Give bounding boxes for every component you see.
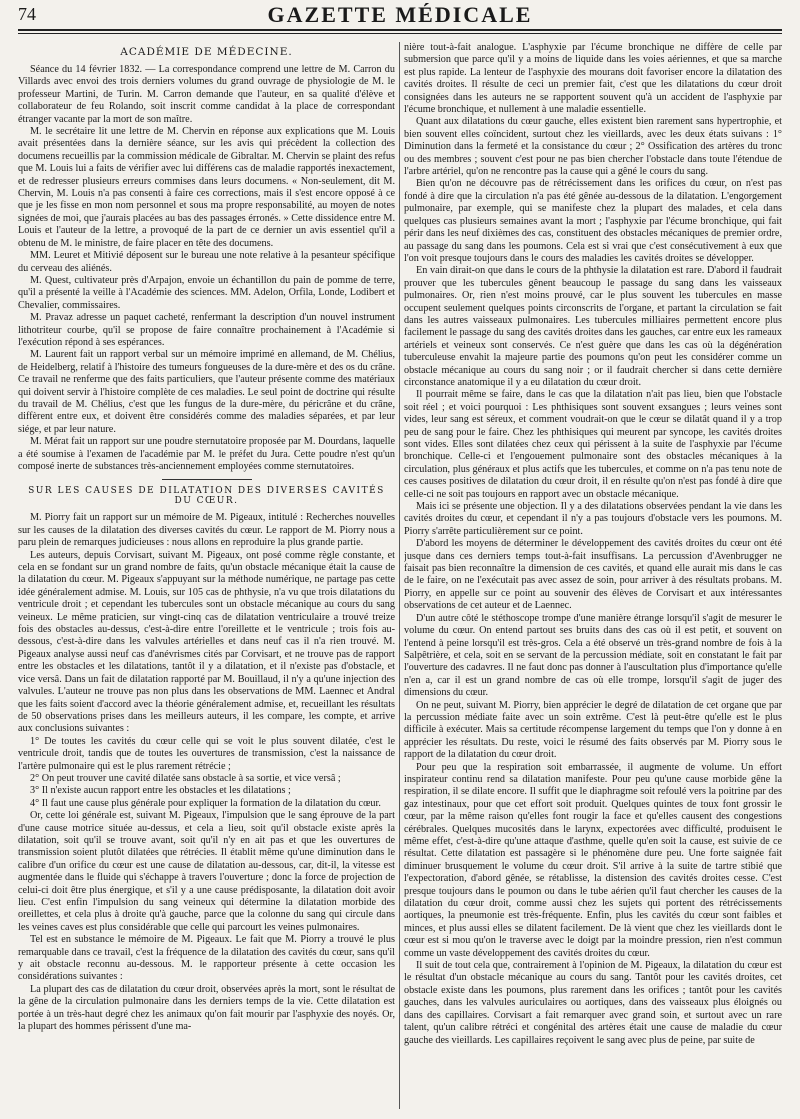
- paragraph: M. Piorry fait un rapport sur un mémoire de M. Pigeaux, intitulé : Recherches nouvelles sur les causes de la dilatation des diverses cavités du cœur. Le rapport de M. Piorry nous a paru plein de remarques judicieuses : nous allons en reproduire la plus grande partie.: [18, 512, 395, 549]
- section-divider: [162, 479, 252, 480]
- paragraph: En vain dirait-on que dans le cours de la phthysie la dilatation est rare. D'abord il faudrait prouver que les tubercules gênent beaucoup le passage du sang dans les vaisseaux pulmonaires. Or, rien n'est moins prouvé, car le plus souvent les tubercules en masse occupent seulement quelques points circonscrits de l'organe, et partant la circulation se fait dans les autres vaisseaux pulmonaires. Les tubercules milliaires permettent encore plus facilement le passage du sang des cavités droites dans les gauches, car entre eux les rameaux artériels et veineux sont conservés. Ce n'est guère que dans les cas où la dégénération tuberculeuse envahit la majeure partie des poumons qu'on peut les considérer comme un obstacle mécanique au cours du sang noir ; or il faudrait chercher si dans cette dernière circonstance anatomique il y a eu dilatation du cœur droit.: [404, 265, 782, 388]
- paragraph: On ne peut, suivant M. Piorry, bien apprécier le degré de dilatation de cet organe que par la percussion médiate faite avec un soin extrême. C'est là peut-être qu'elle est le plus difficile à exécuter. Mais sa certitude récompense largement du temps que l'on y donne à en apprécier les résultats. Du reste, voici le résumé des faits observés par M. Piorry sous le rapport de la dilatation du cœur droit.: [404, 699, 782, 761]
- section-title: ACADÉMIE DE MÉDECINE.: [120, 46, 293, 58]
- conclusion-item: 1° De toutes les cavités du cœur celle qui se voit le plus souvent dilatée, c'est le ventricule droit, tandis que de toutes les ouvertures de transmission, c'est la naissance de l'artère pulmonaire qui est le plus rarement rétrécie ;: [18, 735, 395, 772]
- paragraph: Pour peu que la respiration soit embarrassée, il augmente de volume. Un effort inspirateur continu rend sa dilatation manifeste. Pour peu qu'une cause morbide gêne la respiration, il se dilate encore. Il suffit que le diaphragme soit refoulé vers la poitrine par des gaz intestinaux, pour que cet effort soit produit. Quelques quintes de toux font grossir le cœur, par la même raison qu'elles font rougir la face et qu'elles causent des congestions cérébrales. Quelques mucosités dans le larynx, expectorées avec difficulté, produisent le même effet, c'est-à-dire qu'une attaque d'asthme, quelle qu'en soit la cause, est suivie de ce résultat. Cette dilatation est passagère si le phénomène dure peu. Une forte saignée fait diminuer brusquement le volume du cœur droit. S'il arrive à la suite de tartre stibié que l'expectoration, d'abord gênée, se rétablisse, la distension des cavités droites cesse. C'est presque toujours dans le poumon ou dans le tube aérien qu'il faut chercher les causes de la dilatation du cœur droit, comme aussi chez les sujets qui portent des rétrécissements aortiques, la pneumonie est très-fréquente. Enfin, plus les cavités du cœur sont faibles et minces, et plus aussi elles se dilatent facilement. De là vient que chez les vieillards dont le cœur est si mou qu'on le traverse avec le doigt par la moindre pression, rien n'est commun comme un vaste développement des cavités droites du cœur.: [404, 761, 782, 959]
- paragraph: nière tout-à-fait analogue. L'asphyxie par l'écume bronchique ne diffère de celle par submersion que parce qu'il y a moins de liquide dans les voies aériennes, et que sa marche est plus rapide. La lenteur de l'asphyxie des mourans doit favoriser encore la dilatation des cavités droites. Il résulte de ceci un premier fait, c'est que les dilatations du cœur droit consignées dans les auteurs ne se rapportent souvent qu'à un accident de l'asphyxie par l'écume bronchique, et nullement à une maladie essentielle.: [404, 42, 782, 116]
- paragraph: D'un autre côté le stéthoscope trompe d'une manière étrange lorsqu'il s'agit de mesurer le volume du cœur. On entend partout ses bruits dans des cas où il est petit, et souvent on l'entend à peine lorsqu'il est très-gros. Cela a été observé un très-grand nombre de fois à la Salpêtrière, et cela, soit en se servant de la percussion médiate, soit en constatant le fait par l'ouverture des cadavres. Il ne faut donc pas donner à l'auscultation plus d'importance qu'elle n'en a, car il est un grand nombre de cas où elle trompe, lorsqu'il s'agit de juger des dimensions du cœur.: [404, 612, 782, 699]
- paragraph: D'abord les moyens de déterminer le développement des cavités droites du cœur ont été jusque dans ces derniers temps tout-à-fait insuffisans. La percussion d'Avenbrugger ne faisait pas bien reconnaître la dimension de ces cavités, et quand elle aurait mis dans le cas de le faire, on ne l'exécutait pas avec assez de soin, pour arriver à des résultats probans. M. Piorry, en appelle sur ce point au souvenir des élèves de Corvisart et aux intéressantes observations de cet auteur et de Laennec.: [404, 538, 782, 612]
- paragraph: M. le secrétaire lit une lettre de M. Chervin en réponse aux explications que M. Louis avait présentées dans la dernière séance, sur les avis qui précèdent la collection des documens recueillis par la commission médicale de Gibraltar. M. Chervin se plaint des refus que M. Louis lui a faits de vérifier avec lui différens cas de maladie rapportés inexactement, et de redresser plusieurs erreurs commises dans leurs documens. « Non-seulement, dit M. Chervin, M. Louis n'a pas consenti à faire ces corrections, mais il s'est encore opposé à ce que je les fisse en mon nom personnel et sous ma propre responsabilité, au moyen de notes signées de moi, que j'aurais placées au bas des passages érronés. » Cette dissidence entre M. Louis et l'auteur de la lettre, a provoqué de la part de ce dernier un avis essentiel qu'il a obtenu de M. le ministre, de faire placer en tête des documens.: [18, 126, 395, 249]
- paragraph: Séance du 14 février 1832. — La correspondance comprend une lettre de M. Carron du Villards avec envoi des trois derniers volumes du grand ouvrage de physiologie de M. le professeur Martini, de Turin. M. Carron demande que l'auteur, en sa qualité d'élève et collaborateur de feu Rolando, soit inscrit comme candidat à la place de correspondant étranger vacante par la mort de son maître.: [18, 64, 395, 125]
- paragraph: La plupart des cas de dilatation du cœur droit, observées après la mort, sont le résultat de la gêne de la circulation pulmonaire dans les derniers temps de la vie. Cette dilatation est portée à un très-haut degré chez les animaux qu'on fait mourir par l'asphyxie des noyés. Or, la plupart des hommes périssent d'une ma-: [18, 983, 395, 1033]
- masthead-title: GAZETTE MÉDICALE: [267, 2, 533, 27]
- paragraph: Tel est en substance le mémoire de M. Pigeaux. Le fait que M. Piorry a trouvé le plus remarquable dans ce travail, c'est la fréquence de la dilatation des cavités du cœur, sans qu'il y ait obstacle reconnu au-dessous. M. le rapporteur présente à cette occasion les considérations suivantes :: [18, 934, 395, 983]
- page-header: [18, 2, 782, 28]
- paragraph: M. Quest, cultivateur près d'Arpajon, envoie un échantillon du pain de pomme de terre, qu'il a présenté la veille à l'Académie des sciences. MM. Adelon, Orfila, Londe, Lodibert et Chevalier, commissaires.: [18, 274, 395, 311]
- conclusion-item: 3° Il n'existe aucun rapport entre les obstacles et les dilatations ;: [30, 785, 291, 797]
- paragraph: Il pourrait même se faire, dans le cas que la dilatation n'ait pas lieu, bien que l'obstacle soit réel ; et voici pourquoi : Les phthisiques sont souvent exsangues ; leurs veines sont vides, leur sang est séreux, et comment voudrait-on que le cœur se dilatât quand il y a trop peu de sang pour le faire. Chez les phthisiques qui meurent par syncope, les cavités droites sont vides. Elles sont dilatées chez ceux qui périssent à la suite de l'asphyxie par l'écume bronchique. Celle-ci et l'engouement pulmonaire sont des obstacles mécaniques à la circulation, plus généraux et plus actifs que les tubercules, et comme on n'a pas tenu note de ces causes positives de dilatation du cœur droit, il en résulte qu'on n'est pas fondé à dire que celle-ci ne soit pas toujours en rapport avec un obstacle mécanique.: [404, 389, 782, 500]
- paragraph: Il suit de tout cela que, contrairement à l'opinion de M. Pigeaux, la dilatation du cœur est le résultat d'un obstacle mécanique au cours du sang. Tantôt pour les cavités droites, cet obstacle existe dans les poumons, plus rarement dans les orifices ; tantôt pour les cavités gauches, dans les valvules auriculaires ou aortiques, dans des vaisseaux plus éloignés ou dans des capillaires. Corvisart a fait remarquer avec grand soin, et surtout avec un rare talent, qu'un calibre rétréci et congénital des artères était une cause de maladie du cœur gauche des vieillards. Les capillaires reçoivent le sang avec plus de peine, par suite de: [404, 960, 782, 1046]
- paragraph: M. Laurent fait un rapport verbal sur un mémoire imprimé en allemand, de M. Chélius, de Heidelberg, relatif à l'histoire des tumeurs fongueuses de la dure-mère et des os du crâne. Ce travail ne renferme que des faits particuliers, que l'auteur présente comme des matériaux qui doivent servir à l'histoire complète de ces maladies. Le seul point de doctrine qui résulte du travail de M. Chélius, c'est que les fungus de la dure-mère, du péricrâne et du crâne, diffèrent entre eux, et doivent être considérés comme des maladies séparées, et par leur siége, et par leur nature.: [18, 349, 395, 435]
- paragraph: Or, cette loi générale est, suivant M. Pigeaux, l'impulsion que le sang éprouve de la part d'une cause motrice située au-dessus, et cela a lieu, soit qu'il obstacle existe après la dilatation, soit qu'il se trouve avant, soit qu'il n'y en ait pas et que les ouvertures de transmission soient plutôt dilatées que rétrécies. Il établit même qu'une diminution dans le calibre d'un orifice du cœur est une cause de dilatation au-dessous, car, dit-il, la vitesse est augmentée dans le fluide qui s'échappe à travers l'ouverture ; donc la force de projection de celui-ci doit être plus énergique, et s'il y a une cause prédisposante, la dilatation doit avoir lieu. C'est enfin l'impulsion du sang veineux qui détermine la dilatation morbide des oreillettes, et cela plus à droite qu'à gauche, parce que la colonne du sang qui circule dans les veines caves est plus considérable que celle qui parcourt les veines pulmonaires.: [18, 810, 395, 933]
- conclusion-item: 2° On peut trouver une cavité dilatée sans obstacle à sa sortie, et vice versâ ;: [30, 772, 341, 784]
- conclusion-item: 4° Il faut une cause plus générale pour expliquer la formation de la dilatation du cœur.: [30, 797, 381, 809]
- paragraph: MM. Leuret et Mitivié déposent sur le bureau une note relative à la pesanteur spécifique du cerveau des aliénés.: [18, 250, 395, 274]
- header-rule: [18, 29, 782, 31]
- left-column: [18, 42, 395, 1111]
- header-rule-thin: [18, 33, 782, 34]
- paragraph: Mais ici se présente une objection. Il y a des dilatations observées pendant la vie dans les cavités droites du cœur, et cependant il n'y a pas toujours d'obstacle vers les poumons. M. Piorry s'arrête particulièrement sur ce point.: [404, 501, 782, 537]
- article-subheading: SUR LES CAUSES DE DILATATION DES DIVERSES CAVITÉS DU CŒUR.: [28, 486, 385, 507]
- paragraph: Les auteurs, depuis Corvisart, suivant M. Pigeaux, ont posé comme règle constante, et cela en se fondant sur un grand nombre de faits, qu'un obstacle mécanique était la cause de la dilatation du cœur. M. Pigeaux s'appuyant sur la méthode numérique, ne partage pas cette idée généralement admise. M. Louis, sur 105 cas de phthysie, n'a vu que trois dilatations du ventricule droit ; et cependant les tubercules sont un obstacle mécanique au cours du sang veineux. Le même praticien, sur vingt-cinq cas de dilatation ventriculaire a trouvé treize fois des obstacles au-dessus, c'est-à-dire entre l'oreillette et le ventricule ; trois fois au-dessous, c'est-à-dire dans les valvules artérielles et dans neuf cas il n'a rien trouvé. M. Pigeaux analyse aussi neuf cas d'anévrismes cités par Corvisart, et ne trouve pas de rapport entre les obstacles et les dilatations, tantôt il y a dilatation, et il n'existe pas d'obstacle, et vice versâ. Dans un fait de dilatation rapporté par M. Bouillaud, il n'y a qu'une injection des valvules. L'auteur ne trouve pas non plus dans les observations de MM. Laennec et Andral que les faits soient d'accord avec la théorie généralement admise, et, recueillant les résultats de 50 observations prises dans les meilleurs auteurs, il les compare, les compte, et arrive aux conclusions suivantes :: [18, 549, 395, 735]
- paragraph: M. Pravaz adresse un paquet cacheté, renfermant la description d'un nouvel instrument lithotriteur courbe, qu'il se propose de faire connaître prochainement à l'Académie si l'exécution répond à ses espérances.: [18, 312, 395, 348]
- column-divider: [399, 42, 400, 1109]
- paragraph: Bien qu'on ne découvre pas de rétrécissement dans les orifices du cœur, on n'est pas fondé à dire que la circulation n'a pas été gênée au-dessous de la dilatation. L'engorgement pulmonaire, par exemple, qui se manifeste chez la plupart des malades, et cela dans quelques cas plusieurs semaines avant la mort ; l'asphyxie par l'écume bronchique, qui fait périr dans les neuf dixièmes des cas, constituent des obstacles mécaniques de premier ordre, au passage du sang dans les poumons. Cela est si vrai que c'est consécutivement à eux que l'on voit presque toujours dans le cours des maladies les cavités droites se développer.: [404, 178, 782, 264]
- paragraph: Quant aux dilatations du cœur gauche, elles existent bien rarement sans hypertrophie, et bien souvent elles coïncident, surtout chez les vieillards, avec les deux états suivans : 1° Diminution dans la fermeté et la consistance du cœur ; 2° Ossification des artères du tronc ou des membres ; souvent c'est pour ne pas bien chercher l'obstacle dans toute l'étendue de l'arbre artériel, qu'on ne rencontre pas la cause qui a gêné le cours du sang.: [404, 116, 782, 178]
- right-column: [404, 42, 782, 1111]
- paragraph: M. Mérat fait un rapport sur une poudre sternutatoire proposée par M. Dourdans, laquelle a été soumise à l'examen de l'académie par M. le préfet du Jura. Cette poudre n'est qu'un composé inerte de substances très-anciennement employées comme sternutatoires.: [18, 436, 395, 472]
- page-number: 74: [18, 4, 36, 24]
